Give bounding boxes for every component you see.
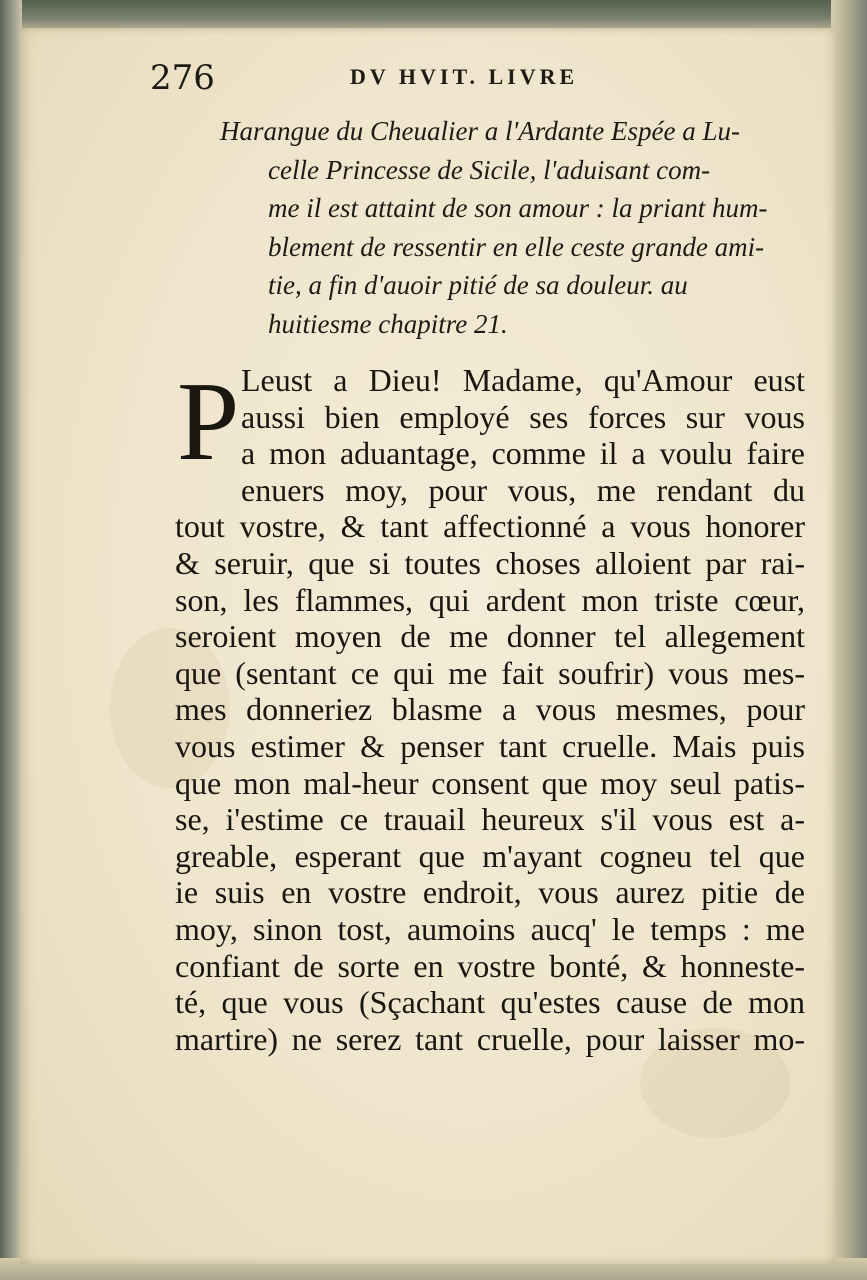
- page-number: 276: [150, 58, 215, 98]
- body-line: ie suis en vostre endroit, vous aurez pitie de: [175, 874, 805, 911]
- body-line: a mon aduantage, comme il a voulu faire: [241, 435, 805, 472]
- body-line: enuers moy, pour vous, me rendant du: [241, 471, 805, 508]
- body-line: tout vostre, & tant affectionné a vous honorer: [175, 508, 805, 545]
- book-binding-left: [0, 0, 22, 1280]
- summary-line: celle Princesse de Sicile, l'aduisant com-: [268, 154, 711, 185]
- body-line: que mon mal-heur consent que moy seul patis-: [175, 764, 805, 801]
- body-line: greable, esperant que m'ayant cogneu tel que: [175, 837, 805, 874]
- summary-line: tie, a fin d'auoir pitié de sa douleur. au: [268, 270, 688, 300]
- body-line: aussi bien employé ses forces sur vous: [241, 398, 805, 435]
- body-line: que (sentant ce qui me fait soufrir) vous mes-: [175, 654, 805, 691]
- body-line: mes donneriez blasme a vous mesmes, pour: [175, 691, 805, 728]
- summary-line: me il est attaint de son amour : la priant hum-: [268, 193, 768, 223]
- running-title: DV HVIT. LIVRE: [350, 64, 579, 89]
- body-line: se, i'estime ce trauail heureux s'il vous est a-: [175, 801, 805, 838]
- drop-cap: P: [177, 360, 240, 484]
- body-line: martire) ne serez tant cruelle, pour laisser mo-: [175, 1020, 805, 1057]
- summary-line: Harangue du Cheualier a l'Ardante Espée a Lu-: [220, 116, 740, 146]
- body-line: son, les flammes, qui ardent mon triste cœur,: [175, 581, 805, 618]
- summary-line: huitiesme chapitre 21.: [268, 308, 508, 339]
- body-line: & seruir, que si toutes choses alloient par rai-: [175, 544, 805, 581]
- chapter-summary: [220, 112, 800, 343]
- summary-line: blement de ressentir en elle ceste grande ami-: [268, 231, 765, 262]
- body-line: seroient moyen de me donner tel allegement: [175, 618, 805, 655]
- running-head: [150, 58, 670, 98]
- body-line: té, que vous (Sçachant qu'estes cause de mon: [175, 984, 805, 1021]
- body-line: Leust a Dieu! Madame, qu'Amour eust: [241, 362, 805, 398]
- body-line: vous estimer & penser tant cruelle. Mais puis: [175, 727, 805, 764]
- body-line: confiant de sorte en vostre bonté, & honneste-: [175, 947, 805, 984]
- body-text: [175, 362, 805, 1057]
- body-line: moy, sinon tost, aumoins aucq' le temps : me: [175, 910, 805, 947]
- page-edges-right: [831, 0, 867, 1280]
